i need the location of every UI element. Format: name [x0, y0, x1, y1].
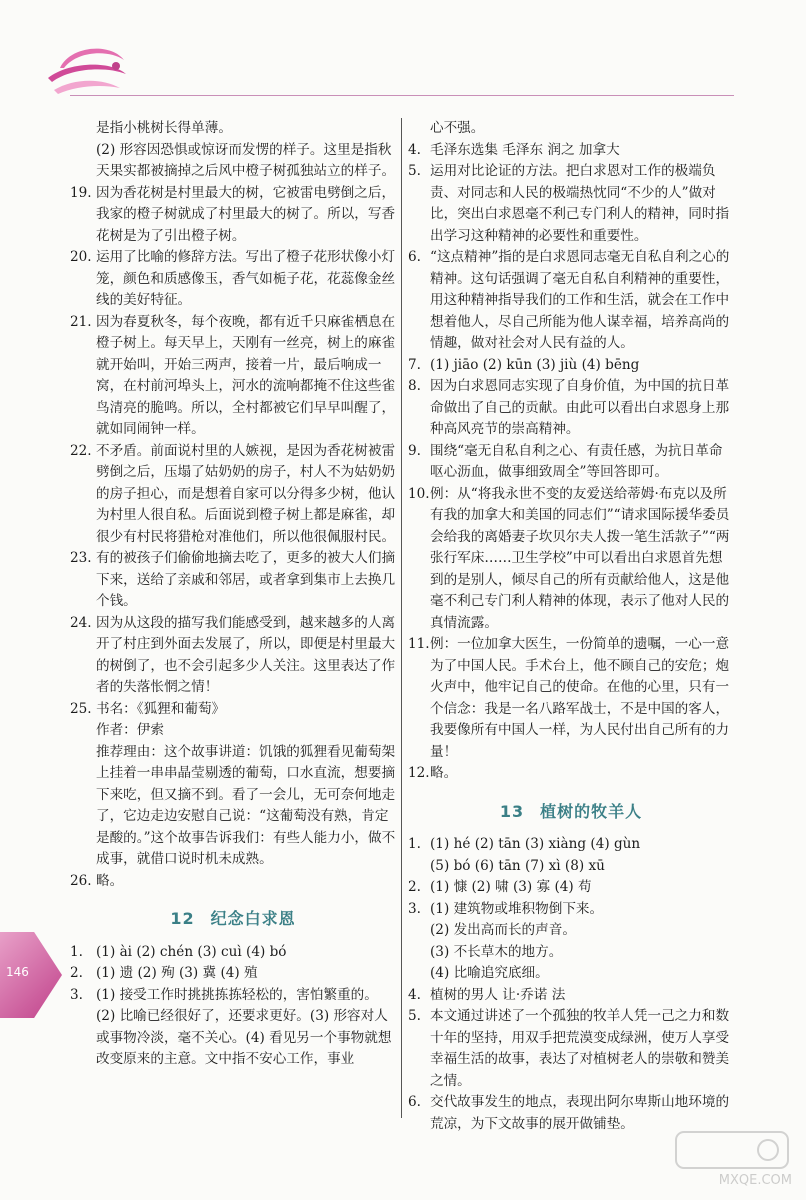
watermark: [672, 1128, 792, 1192]
answer-item: [70, 312, 396, 441]
item-text: (2) 发出高而长的声音。: [430, 922, 576, 938]
answer-item: [408, 856, 734, 878]
answer-item: [408, 484, 734, 635]
answer-item: [70, 963, 396, 985]
item-text: 不矛盾。前面说村里的人嫉视，是因为香花树被雷劈倒之后，压塌了姑奶奶的房子，村人不为姑奶奶的房子担心，而是想着自家可以分得多少树，他认为村里人很自私。后面说到橙子树上都是麻雀，却很少有村民将猎枪对准他们，所以他很佩服村民。: [96, 442, 396, 545]
item-text: 因为白求恩同志实现了自身价值，为中国的抗日革命做出了自己的贡献。由此可以看出白求恩身上那种高风亮节的崇高精神。: [430, 378, 730, 437]
item-number: 4.: [408, 986, 421, 1003]
item-text: (1) 接受工作时挑挑拣拣轻松的，害怕繁重的。: [96, 986, 378, 1003]
answer-item: [408, 877, 734, 899]
continued-text: 心不强。: [430, 120, 485, 136]
item-number: 5.: [408, 1008, 421, 1024]
item-text: 围绕“毫无自私自利之心、有责任感，为抗日革命呕心沥血，做事细致周全”等回答即可。: [430, 442, 723, 480]
section-title: [408, 801, 734, 823]
item-number: 1.: [408, 836, 421, 852]
page-number: 146: [6, 965, 29, 979]
header-rule: [70, 95, 734, 96]
watermark-stamp-icon: [672, 1128, 792, 1172]
item-number: 3.: [70, 986, 83, 1003]
item-text: 因为香花树是村里最大的树，它被雷电劈倒之后，我家的橙子树就成了村里最大的树了。所以，写香花树是为了引出橙子树。: [96, 184, 396, 244]
item-text: 本文通过讲述了一个孤独的牧羊人凭一己之力和数十年的坚持，用双手把荒漠变成绿洲，使万人享受幸福生活的故事，表达了对植树老人的崇敬和赞美之情。: [430, 1008, 730, 1089]
column-divider: [401, 118, 402, 1118]
item-text: 略。: [430, 765, 458, 781]
answer-item: [408, 376, 734, 441]
section-name: 纪念白求恩: [210, 909, 296, 928]
answer-item: [408, 634, 734, 763]
answer-item: [70, 548, 396, 613]
item-number: 24.: [70, 614, 92, 631]
pink-swirl-logo-icon: [40, 38, 132, 100]
item-text: (1) 慷 (2) 啸 (3) 寡 (4) 苟: [430, 879, 592, 895]
answer-item: [408, 1006, 734, 1092]
section-number: 12: [170, 909, 195, 928]
item-text: 例：一位加拿大医生，一份简单的遗嘱，一心一意为了中国人民。手术台上，他不顾自己的安危；炮火声中，他牢记自己的使命。在他的心里，只有一个信念：我是一名八路军战士，不是中国的客人，我要像所有中国人一样，为人民付出自己所有的力量！: [430, 636, 730, 760]
item-number: 21.: [70, 313, 92, 330]
answer-item: [70, 942, 396, 964]
item-number: 2.: [70, 965, 83, 981]
item-text: 毛泽东选集 毛泽东 润之 加拿大: [430, 141, 620, 158]
continued-text: (2) 比喻已经很好了，还要求更好。(3) 形容对人或事物冷淡，毫不关心。(4) 看见另一个事物就想改变原来的主意。文中指不安心工作，事业: [96, 1008, 392, 1067]
item-number: 7.: [408, 356, 421, 373]
item-number: 5.: [408, 163, 421, 179]
item-number: 10.: [408, 485, 430, 502]
answer-item: [408, 161, 734, 247]
item-text: (1) ài (2) chén (3) cuì (4) bó: [96, 943, 287, 960]
item-text: (1) hé (2) tān (3) xiàng (4) gùn: [430, 836, 641, 852]
item-number: 1.: [70, 943, 83, 960]
item-text: 因为从这段的描写我们能感受到，越来越多的人离开了村庄到外面去发展了，所以，即便是村里最大的树倒了，也不会引起多少人关注。这里表达了作者的失落怅惘之情！: [96, 614, 396, 695]
item-number: 22.: [70, 442, 92, 459]
item-text: (1) jiāo (2) kūn (3) jiù (4) bēng: [430, 356, 640, 373]
answer-item: [408, 247, 734, 355]
answer-item: [70, 247, 396, 312]
item-number: 25.: [70, 700, 92, 717]
continued-text: 作者：伊索: [96, 722, 164, 738]
item-text: 运用对比论证的方法。把白求恩对工作的极端负责、对同志和人民的极端热忱同“不少的人”做对比，突出白求恩毫不利己专门利人的精神，同时指出学习这种精神的必要性和重要性。: [430, 163, 730, 244]
right-column: [408, 118, 734, 1135]
item-text: (1) 建筑物或堆积物倒下来。: [430, 900, 604, 917]
item-text: 植树的男人 让·乔诺 法: [430, 986, 566, 1003]
item-number: 11.: [408, 636, 430, 652]
answer-item: [70, 699, 396, 721]
item-number: 8.: [408, 378, 421, 394]
section-number: 13: [499, 801, 525, 821]
section-title: [70, 908, 396, 930]
continued-text: 推荐理由：这个故事讲道：饥饿的狐狸看见葡萄架上挂着一串串晶莹剔透的葡萄，口水直流，想要摘下来吃，但又摘不到。看了一会儿，无可奈何地走了，它边走边安慰自己说：“这葡萄没有熟，肯定是酸的。”这个故事告诉我们：有些人能力小，做不成事，就借口说时机未成熟。: [96, 743, 396, 867]
answer-item: [408, 355, 734, 377]
item-text: 略。: [96, 872, 124, 889]
answer-item: [408, 985, 734, 1007]
left-column: [70, 118, 396, 1071]
answer-item: [408, 834, 734, 856]
item-number: 4.: [408, 141, 421, 158]
continued-text: 是指小桃树长得单薄。: [96, 120, 232, 136]
answer-item: [70, 441, 396, 549]
answer-item: [408, 963, 734, 985]
item-text: (3) 不长草木的地方。: [430, 943, 563, 960]
answer-item: [408, 920, 734, 942]
item-text: (5) bó (6) tān (7) xì (8) xū: [430, 857, 605, 874]
item-text: 例：从“将我永世不变的友爱送给蒂姆·布克以及所有我的加拿大和美国的同志们”“请求国际援华委员会给我的离婚妻子坎贝尔夫人拨一笔生活款子”“两张行军床……卫生学校”中可以看出白求恩首先想到的是别人，倾尽自己的所有贡献给他人，这是他毫不利己专门利人精神的体现，表示了他对人民的真情流露。: [430, 485, 730, 631]
item-number: 6.: [408, 249, 421, 265]
item-text: “这点精神”指的是白求恩同志毫无自私自利之心的精神。这句话强调了毫无自私自利精神的重要性，用这种精神指导我们的工作和生活，就会在工作中想着他人，尽自己所能为他人谋幸福，培养高尚的情趣，做对社会对人民有益的人。: [430, 249, 730, 351]
item-number: 9.: [408, 442, 421, 459]
answer-item: [70, 985, 396, 1007]
item-number: 12.: [408, 765, 430, 781]
answer-item: [408, 441, 734, 484]
item-text: 书名：《狐狸和葡萄》: [96, 700, 226, 717]
watermark-text: MXQE.COM: [718, 1173, 792, 1188]
item-text: (1) 遗 (2) 殉 (3) 冀 (4) 殖: [96, 965, 258, 981]
answer-item: [70, 613, 396, 699]
answer-item: [408, 899, 734, 921]
answer-item: [408, 140, 734, 162]
item-number: 20.: [70, 249, 92, 265]
answer-item: [408, 763, 734, 785]
item-text: 因为春夏秋冬，每个夜晚，都有近千只麻雀栖息在橙子树上。每天早上，天刚有一丝亮，树上的麻雀就开始叫，开始三两声，接着一片，最后响成一窝，在村前河埠头上，河水的流响都掩不住这些雀鸟清亮的脆鸣。所以，全村都被它们早早叫醒了，就如同闹钟一样。: [96, 313, 396, 437]
continued-text: (2) 形容因恐惧或惊讶而发愣的样子。这里是指秋天果实都被摘掉之后风中橙子树孤独站立的样子。: [96, 141, 396, 179]
item-number: 2.: [408, 879, 421, 895]
item-text: 有的被孩子们偷偷地摘去吃了，更多的被大人们摘下来，送给了亲戚和邻居，或者拿到集市上去换几个钱。: [96, 550, 396, 609]
item-text: 运用了比喻的修辞方法。写出了橙子花形状像小灯笼，颜色和质感像玉，香气如栀子花，花蕊像金丝线的美好特征。: [96, 249, 396, 308]
item-text: 交代故事发生的地点，表现出阿尔卑斯山地环境的荒凉，为下文故事的展开做铺垫。: [430, 1094, 730, 1132]
item-number: 19.: [70, 184, 92, 201]
section-name: 植树的牧羊人: [540, 801, 643, 821]
item-number: 26.: [70, 872, 92, 889]
answer-item: [70, 871, 396, 893]
item-number: 23.: [70, 550, 92, 566]
item-number: 3.: [408, 900, 421, 917]
item-text: (4) 比喻追究底细。: [430, 965, 549, 981]
item-number: 6.: [408, 1094, 421, 1110]
answer-item: [70, 183, 396, 248]
answer-item: [408, 942, 734, 964]
